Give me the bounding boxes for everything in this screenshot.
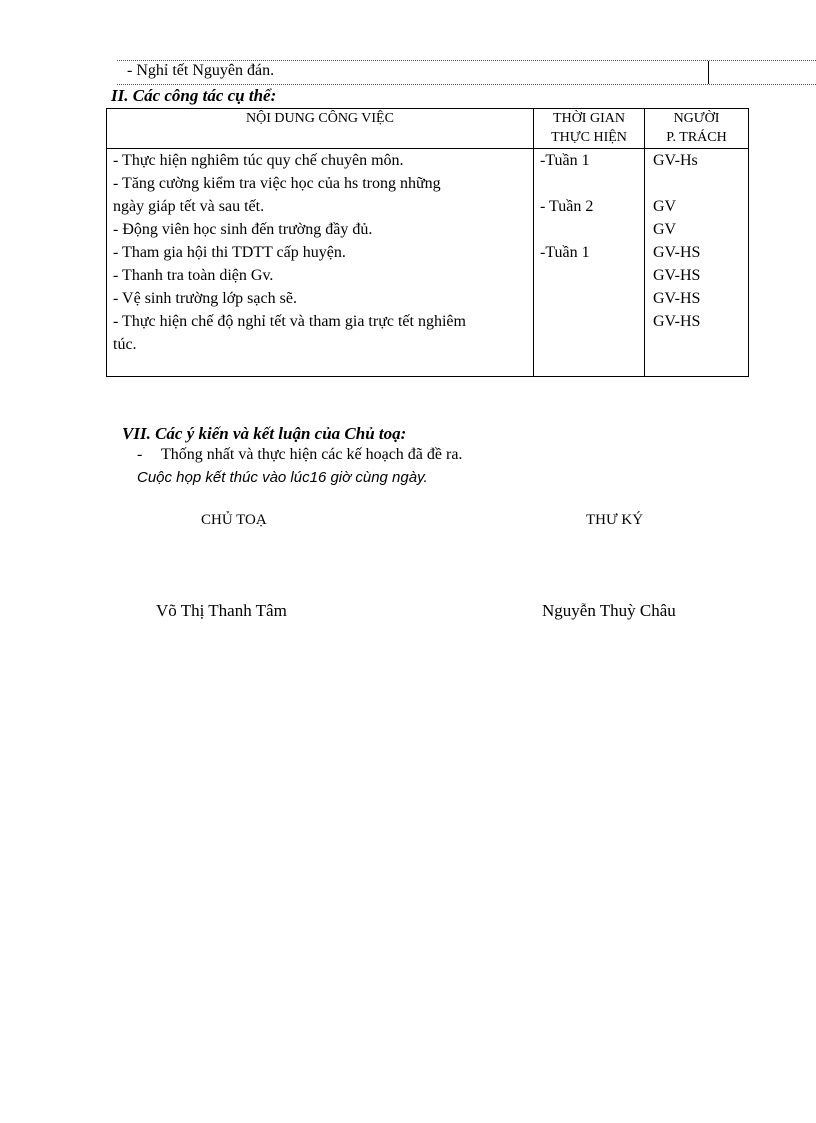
person-line [645, 333, 748, 356]
person-line [645, 172, 748, 195]
header-content: NỘI DUNG CÔNG VIỆC [107, 109, 534, 149]
content-line: - Thanh tra toàn diện Gv. [113, 267, 274, 284]
conclusion-text: Thống nhất và thực hiện các kế hoạch đã đề ra. [161, 446, 463, 463]
top-row-bottom-border [117, 84, 816, 85]
person-line: GV-HS [653, 244, 701, 261]
table-row [107, 149, 749, 377]
time-line: - Tuần 2 [540, 198, 594, 215]
person-line: GV-HS [653, 267, 701, 284]
section-II-heading: II. Các công tác cụ thể: [111, 86, 277, 105]
closing-note: Cuộc họp kết thúc vào lúc16 giờ cùng ngày. [137, 469, 428, 486]
content-line: - Thực hiện nghiêm túc quy chế chuyên môn. [113, 152, 404, 169]
time-cell [534, 149, 645, 377]
top-row-divider [708, 61, 709, 84]
content-line: - Vệ sinh trường lớp sạch sẽ. [113, 290, 297, 307]
time-line: -Tuần 1 [540, 244, 590, 261]
person-line: GV-HS [653, 313, 701, 330]
work-plan-table [106, 108, 749, 377]
time-line [534, 172, 644, 195]
content-line: - Tăng cường kiểm tra việc học của hs trong những [113, 175, 441, 192]
content-cell [107, 149, 534, 377]
conclusion-item [137, 446, 462, 464]
person-cell [645, 149, 749, 377]
time-line [534, 264, 644, 287]
content-line: túc. [113, 336, 137, 353]
content-line: - Tham gia hội thi TDTT cấp huyện. [113, 244, 346, 261]
time-line: -Tuần 1 [540, 152, 590, 169]
time-line [534, 310, 644, 333]
time-line [534, 333, 644, 356]
top-dotted-border [117, 60, 816, 61]
top-line-text: - Nghỉ tết Nguyên đán. [127, 62, 275, 79]
time-line [534, 218, 644, 241]
header-person: NGƯỜI P. TRÁCH [645, 109, 749, 149]
content-line: - Động viên học sinh đến trường đầy đủ. [113, 221, 373, 238]
chair-title: CHỦ TOẠ [201, 512, 267, 528]
person-line: GV-HS [653, 290, 701, 307]
content-line: ngày giáp tết và sau tết. [113, 198, 265, 215]
secretary-title: THƯ KÝ [586, 512, 644, 528]
chair-name: Võ Thị Thanh Tâm [156, 601, 287, 620]
person-line: GV-Hs [653, 152, 698, 169]
header-time: THỜI GIAN THỰC HIỆN [534, 109, 645, 149]
person-line: GV [653, 221, 677, 238]
secretary-name: Nguyễn Thuỳ Châu [542, 601, 676, 620]
table-header-row [107, 109, 749, 149]
person-line: GV [653, 198, 677, 215]
time-line [534, 287, 644, 310]
content-line: - Thực hiện chế độ nghỉ tết và tham gia trực tết nghiêm [113, 313, 466, 330]
section-VII-heading: VII. Các ý kiến và kết luận của Chủ toạ: [122, 424, 407, 443]
conclusion-dash: - [137, 446, 143, 463]
